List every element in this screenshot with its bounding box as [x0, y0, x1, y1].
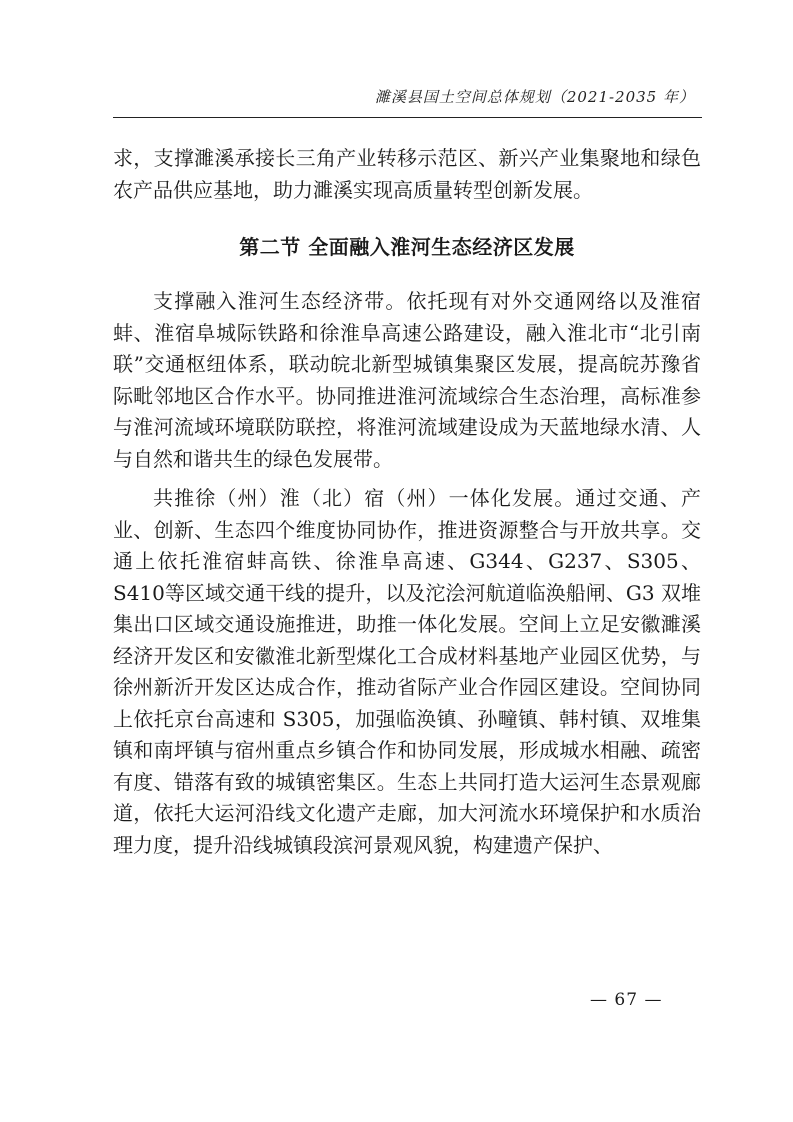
paragraph-huaihe-belt: 支撑融入淮河生态经济带。依托现有对外交通网络以及淮宿蚌、淮宿阜城际铁路和徐淮阜高速公路建设，融入淮北市“北引南联”交通枢纽体系，联动皖北新型城镇集聚区发展，提高皖苏豫省际毗邻地区合作水平。协同推进淮河流域综合生态治理，高标准参与淮河流域环境联防联控，将淮河流域建设成为天蓝地绿水清、人与自然和谐共生的绿色发展带。	[113, 289, 701, 471]
paragraph-xu-huai-su: 共推徐（州）淮（北）宿（州）一体化发展。通过交通、产业、创新、生态四个维度协同协作，推进资源整合与开放共享。交通上依托淮宿蚌高铁、徐淮阜高速、G344、G237、S305、S410等区域交通干线的提升，以及沱浍河航道临涣船闸、G3 双堆集出口区域交通设施推进，助推一体化发展。空间上立足安徽濉溪经济开发区和安徽淮北新型煤化工合成材料基地产业园区优势，与徐州新沂开发区达成合作，推动省际产业合作园区建设。空间协同上依托京台高速和 S305，加强临涣镇、孙疃镇、韩村镇、双堆集镇和南坪镇与宿州重点乡镇合作和协同发展，形成城水相融、疏密有度、错落有致的城镇密集区。生态上共同打造大运河生态景观廊道，依托大运河沿线文化遗产走廊，加大河流水环境保护和水质治理力度，提升沿线城镇段滨河景观风貌，构建遗产保护、	[113, 486, 701, 857]
page-body	[113, 143, 701, 861]
running-header-title: 濉溪县国土空间总体规划（2021-2035 年）	[374, 88, 695, 106]
header-divider	[113, 117, 702, 118]
section-heading: 第二节 全面融入淮河生态经济区发展	[239, 235, 575, 259]
page-number: — 67 —	[590, 990, 663, 1010]
paragraph-continued: 求，支撑濉溪承接长三角产业转移示范区、新兴产业集聚地和绿色农产品供应基地，助力濉溪实现高质量转型创新发展。	[113, 146, 701, 202]
